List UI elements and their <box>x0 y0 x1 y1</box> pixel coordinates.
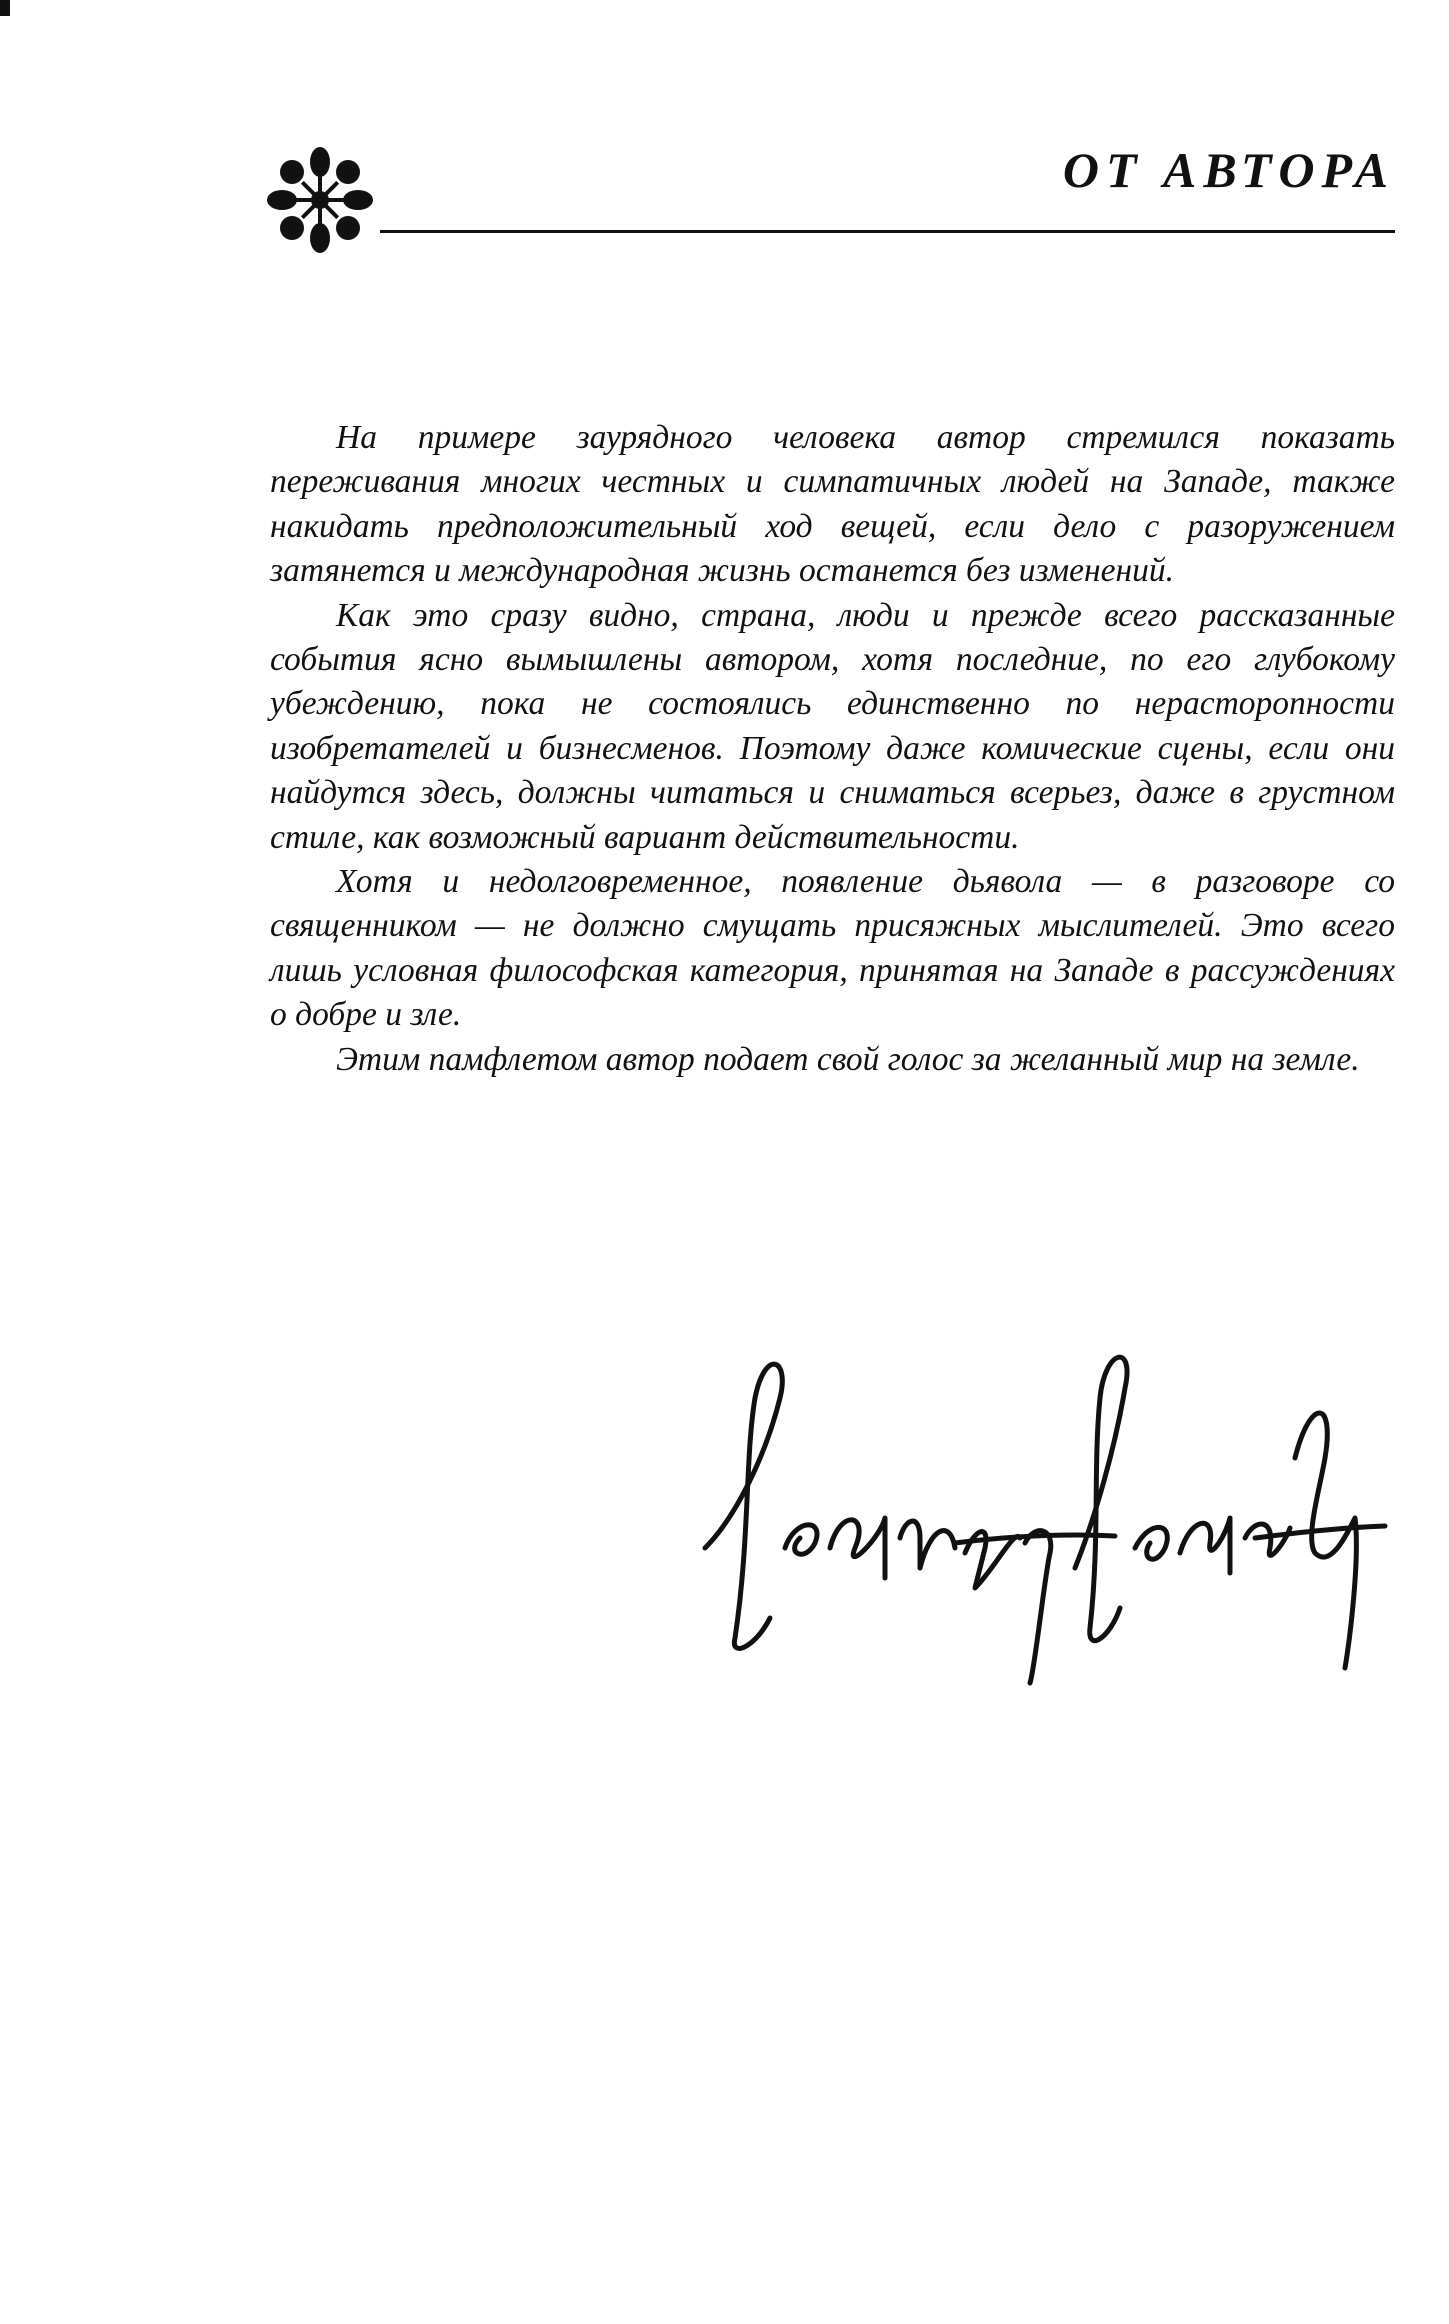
section-header <box>265 140 1395 260</box>
author-preface <box>270 416 1395 1082</box>
paragraph: На примере заурядного человека автор стремился показать переживания многих честных и симпатичных людей на Западе, также накидать предположительный ход вещей, если дело с разоружением затянется и международная жизнь останется без изменений. <box>270 419 1395 590</box>
paragraph: Как это сразу видно, страна, люди и прежде всего рассказанные события ясно вымышлены автором, хотя последние, по его глубокому убеждению, пока не состоялись единственно по нерасторопности изобретателей и бизнесменов. Поэтому даже комические сцены, если они найдутся здесь, должны читаться и сниматься всерьез, даже в грустном стиле, как возможный вариант действительности. <box>270 596 1395 856</box>
page-title: ОТ АВТОРА <box>1062 142 1395 198</box>
header-rule <box>380 230 1395 233</box>
flower-ornament-icon <box>265 140 375 258</box>
paragraph: Хотя и недолговременное, появление дьявола — в разговоре со священником — не должно смущать присяжных мыслителей. Это всего лишь условная философская категория, принятая на Западе в рассуждениях о добре и зле. <box>270 863 1395 1034</box>
author-signature <box>695 1338 1395 1688</box>
paragraph: Этим памфлетом автор подает свой голос за желанный мир на земле. <box>336 1040 1360 1078</box>
page-corner-mark <box>0 0 10 16</box>
